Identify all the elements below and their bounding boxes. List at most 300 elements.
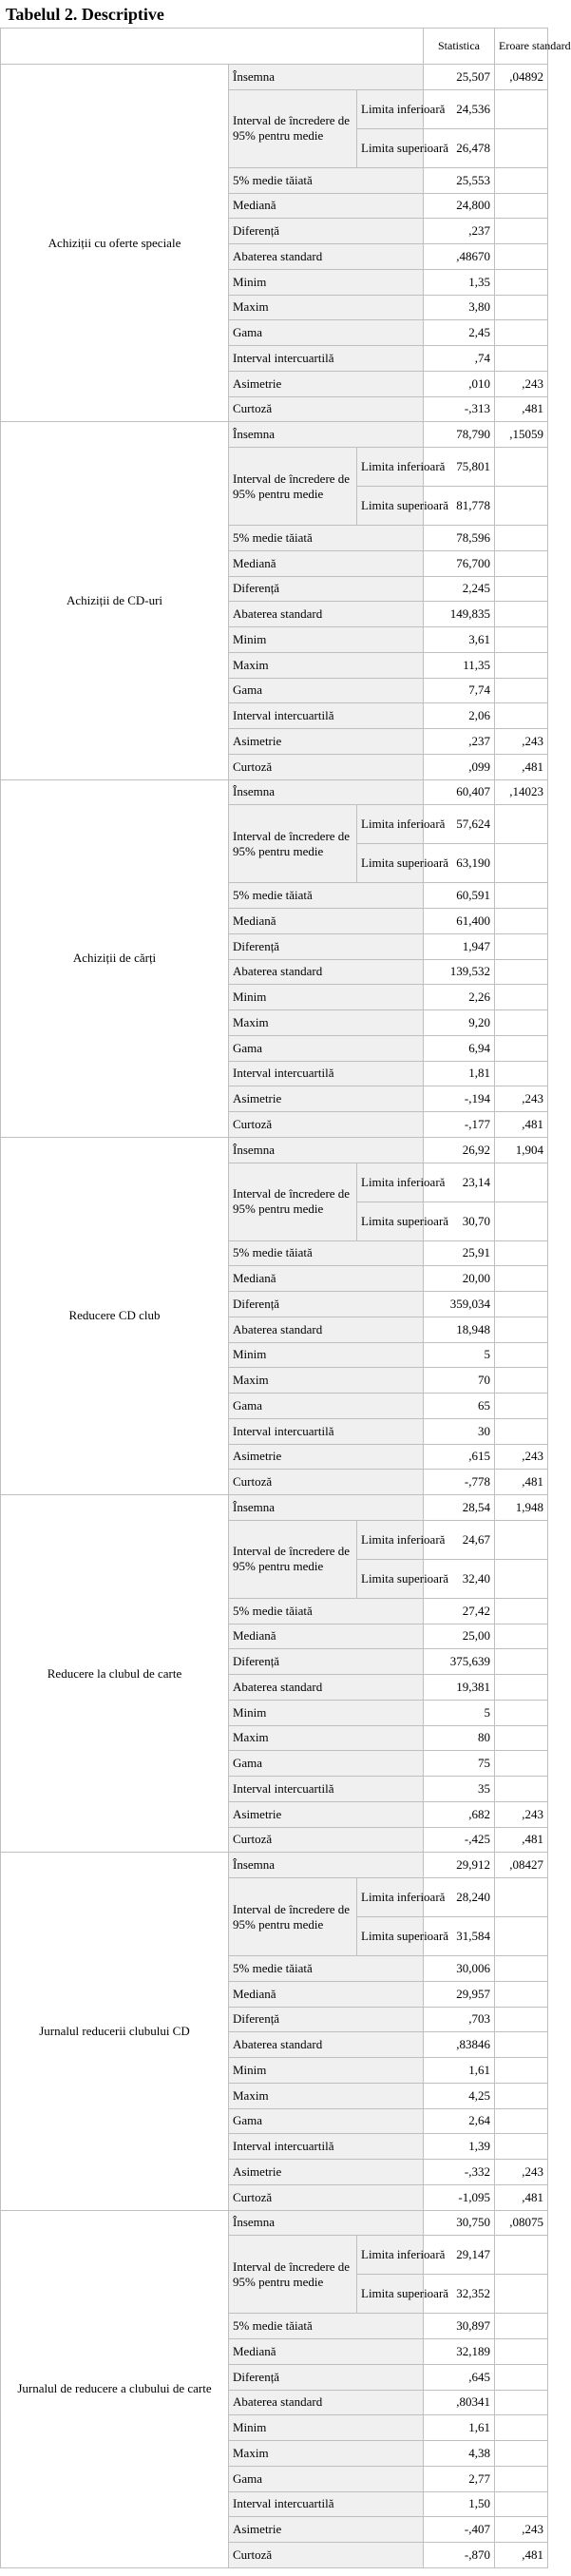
stat-value-trimmed: 60,591 bbox=[424, 883, 495, 909]
stderr-empty bbox=[495, 703, 548, 729]
stat-value-std-dev: ,80341 bbox=[424, 2390, 495, 2415]
stat-value-skewness: -,194 bbox=[424, 1086, 495, 1112]
header-blank bbox=[1, 29, 424, 65]
stderr-empty bbox=[495, 1163, 548, 1201]
stat-label-range: Gama bbox=[229, 320, 424, 346]
stat-value-skewness: -,332 bbox=[424, 2160, 495, 2185]
stderr-empty bbox=[495, 883, 548, 909]
stat-value-median: 29,957 bbox=[424, 1981, 495, 2007]
stat-value-trimmed: 30,897 bbox=[424, 2314, 495, 2339]
stat-value-std-dev: 18,948 bbox=[424, 1317, 495, 1342]
stat-value-median: 20,00 bbox=[424, 1266, 495, 1292]
stderr-empty bbox=[495, 295, 548, 320]
stderr-kurtosis: ,481 bbox=[495, 2184, 548, 2210]
variable-name: Jurnalul de reducere a clubului de carte bbox=[1, 2210, 229, 2567]
stat-label-std-dev: Abaterea standard bbox=[229, 1675, 424, 1701]
stat-value-ci-lower: 75,801 bbox=[424, 448, 495, 487]
stat-value-kurtosis: -,313 bbox=[424, 396, 495, 422]
ci-lower-label: Limita inferioară bbox=[357, 1520, 424, 1559]
stderr-skewness: ,243 bbox=[495, 2160, 548, 2185]
stat-value-trimmed: 27,42 bbox=[424, 1598, 495, 1624]
stderr-empty bbox=[495, 1368, 548, 1394]
stderr-empty bbox=[495, 805, 548, 844]
table-row bbox=[1, 2210, 548, 2236]
stderr-empty bbox=[495, 2134, 548, 2160]
stderr-mean: 1,948 bbox=[495, 1495, 548, 1521]
stat-label-ci: Interval de încredere de 95% pentru medie bbox=[229, 805, 357, 883]
stat-label-variance: Diferență bbox=[229, 2007, 424, 2032]
stat-value-variance: 359,034 bbox=[424, 1292, 495, 1317]
stderr-mean: ,08427 bbox=[495, 1853, 548, 1878]
stderr-empty bbox=[495, 1418, 548, 1444]
stat-value-iqr: 1,81 bbox=[424, 1061, 495, 1086]
variable-name: Jurnalul reducerii clubului CD bbox=[1, 1853, 229, 2210]
stat-label-std-dev: Abaterea standard bbox=[229, 959, 424, 985]
stat-value-median: 61,400 bbox=[424, 909, 495, 934]
table-row bbox=[1, 422, 548, 448]
stat-value-ci-upper: 63,190 bbox=[424, 844, 495, 883]
variable-name: Achiziții de CD-uri bbox=[1, 422, 229, 779]
stderr-kurtosis: ,481 bbox=[495, 1827, 548, 1853]
stderr-empty bbox=[495, 320, 548, 346]
stat-value-trimmed: 25,91 bbox=[424, 1240, 495, 1266]
stderr-empty bbox=[495, 244, 548, 270]
stderr-empty bbox=[495, 2032, 548, 2058]
stat-value-skewness: -,407 bbox=[424, 2517, 495, 2543]
stat-value-std-dev: 19,381 bbox=[424, 1675, 495, 1701]
stat-label-median: Mediană bbox=[229, 2339, 424, 2365]
stderr-empty bbox=[495, 1751, 548, 1777]
stderr-empty bbox=[495, 652, 548, 678]
stat-label-variance: Diferență bbox=[229, 219, 424, 244]
stat-value-min: 1,35 bbox=[424, 269, 495, 295]
stat-value-min: 5 bbox=[424, 1342, 495, 1368]
stat-label-variance: Diferență bbox=[229, 1292, 424, 1317]
stat-label-range: Gama bbox=[229, 2108, 424, 2134]
stat-label-std-dev: Abaterea standard bbox=[229, 1317, 424, 1342]
stderr-empty bbox=[495, 193, 548, 219]
stderr-mean: ,15059 bbox=[495, 422, 548, 448]
ci-lower-label: Limita inferioară bbox=[357, 448, 424, 487]
stat-label-min: Minim bbox=[229, 2058, 424, 2084]
stderr-empty bbox=[495, 487, 548, 526]
ci-upper-label: Limita superioară bbox=[357, 1559, 424, 1598]
stat-label-ci: Interval de încredere de 95% pentru medie bbox=[229, 89, 357, 167]
stderr-empty bbox=[495, 550, 548, 576]
stat-label-min: Minim bbox=[229, 627, 424, 653]
stat-label-trimmed: 5% medie tăiată bbox=[229, 2314, 424, 2339]
stat-value-iqr: ,74 bbox=[424, 346, 495, 372]
stat-value-iqr: 2,06 bbox=[424, 703, 495, 729]
stat-value-variance: 2,245 bbox=[424, 576, 495, 602]
stat-value-max: 3,80 bbox=[424, 295, 495, 320]
stat-label-max: Maxim bbox=[229, 1725, 424, 1751]
stderr-empty bbox=[495, 1981, 548, 2007]
header-row bbox=[1, 29, 548, 65]
stat-value-mean: 78,790 bbox=[424, 422, 495, 448]
stat-value-std-dev: ,48670 bbox=[424, 244, 495, 270]
variable-name: Achiziții cu oferte speciale bbox=[1, 65, 229, 422]
stat-label-trimmed: 5% medie tăiată bbox=[229, 167, 424, 193]
stderr-empty bbox=[495, 2083, 548, 2108]
stat-value-max: 80 bbox=[424, 1725, 495, 1751]
stat-value-max: 11,35 bbox=[424, 652, 495, 678]
stderr-empty bbox=[495, 1725, 548, 1751]
stderr-skewness: ,243 bbox=[495, 729, 548, 755]
stat-value-mean: 29,912 bbox=[424, 1853, 495, 1878]
descriptive-table bbox=[0, 28, 571, 2568]
stderr-empty bbox=[495, 2364, 548, 2390]
stat-label-iqr: Interval intercuartilă bbox=[229, 1418, 424, 1444]
stat-value-kurtosis: ,099 bbox=[424, 754, 495, 779]
stat-value-skewness: ,237 bbox=[424, 729, 495, 755]
stat-label-median: Mediană bbox=[229, 1266, 424, 1292]
stat-label-range: Gama bbox=[229, 1035, 424, 1061]
table-row bbox=[1, 1853, 548, 1878]
variable-name: Reducere CD club bbox=[1, 1137, 229, 1494]
table-body bbox=[1, 29, 571, 2568]
table-row bbox=[1, 1495, 548, 1521]
stderr-skewness: ,243 bbox=[495, 2517, 548, 2543]
stat-label-kurtosis: Curtoză bbox=[229, 1827, 424, 1853]
stat-value-min: 1,61 bbox=[424, 2415, 495, 2441]
stat-label-ci: Interval de încredere de 95% pentru medie bbox=[229, 1878, 357, 1956]
stat-value-mean: 25,507 bbox=[424, 65, 495, 90]
ci-upper-label: Limita superioară bbox=[357, 1917, 424, 1956]
stat-label-std-dev: Abaterea standard bbox=[229, 2032, 424, 2058]
stat-label-skewness: Asimetrie bbox=[229, 1086, 424, 1112]
stat-label-kurtosis: Curtoză bbox=[229, 754, 424, 779]
stderr-kurtosis: ,481 bbox=[495, 754, 548, 779]
stat-value-max: 4,25 bbox=[424, 2083, 495, 2108]
stderr-empty bbox=[495, 2339, 548, 2365]
stderr-empty bbox=[495, 1317, 548, 1342]
stat-label-mean: Însemna bbox=[229, 422, 424, 448]
table-title: Tabelul 2. Descriptive bbox=[6, 5, 164, 24]
stat-label-kurtosis: Curtoză bbox=[229, 1112, 424, 1138]
stat-label-iqr: Interval intercuartilă bbox=[229, 1777, 424, 1802]
stderr-empty bbox=[495, 1520, 548, 1559]
stderr-skewness: ,243 bbox=[495, 371, 548, 396]
stat-value-median: 24,800 bbox=[424, 193, 495, 219]
stat-label-trimmed: 5% medie tăiată bbox=[229, 526, 424, 551]
stderr-empty bbox=[495, 1010, 548, 1036]
stderr-empty bbox=[495, 1777, 548, 1802]
stat-value-mean: 60,407 bbox=[424, 779, 495, 805]
stat-value-ci-lower: 24,536 bbox=[424, 89, 495, 128]
stat-label-mean: Însemna bbox=[229, 1853, 424, 1878]
stderr-empty bbox=[495, 909, 548, 934]
ci-lower-label: Limita inferioară bbox=[357, 89, 424, 128]
stat-label-variance: Diferență bbox=[229, 2364, 424, 2390]
stat-value-range: 6,94 bbox=[424, 1035, 495, 1061]
stat-value-max: 4,38 bbox=[424, 2441, 495, 2467]
stat-value-median: 76,700 bbox=[424, 550, 495, 576]
variable-name: Achiziții de cărți bbox=[1, 779, 229, 1137]
stat-value-ci-upper: 81,778 bbox=[424, 487, 495, 526]
stat-value-min: 5 bbox=[424, 1700, 495, 1725]
stderr-empty bbox=[495, 627, 548, 653]
stderr-empty bbox=[495, 1394, 548, 1419]
stat-value-ci-upper: 26,478 bbox=[424, 128, 495, 167]
stat-label-skewness: Asimetrie bbox=[229, 729, 424, 755]
stat-value-mean: 30,750 bbox=[424, 2210, 495, 2236]
stderr-empty bbox=[495, 933, 548, 959]
stat-value-min: 2,26 bbox=[424, 985, 495, 1010]
stat-label-ci: Interval de încredere de 95% pentru medie bbox=[229, 2236, 357, 2314]
stat-value-skewness: ,682 bbox=[424, 1801, 495, 1827]
stderr-empty bbox=[495, 678, 548, 703]
stat-label-mean: Însemna bbox=[229, 779, 424, 805]
stat-value-max: 70 bbox=[424, 1368, 495, 1394]
stderr-empty bbox=[495, 959, 548, 985]
stat-label-min: Minim bbox=[229, 1700, 424, 1725]
stderr-mean: ,08075 bbox=[495, 2210, 548, 2236]
stat-label-skewness: Asimetrie bbox=[229, 1444, 424, 1470]
stderr-empty bbox=[495, 576, 548, 602]
stderr-empty bbox=[495, 844, 548, 883]
stat-label-variance: Diferență bbox=[229, 576, 424, 602]
stat-value-mean: 26,92 bbox=[424, 1137, 495, 1163]
stat-label-median: Mediană bbox=[229, 193, 424, 219]
stat-value-kurtosis: -,177 bbox=[424, 1112, 495, 1138]
stderr-empty bbox=[495, 1035, 548, 1061]
stat-value-skewness: ,010 bbox=[424, 371, 495, 396]
stat-label-range: Gama bbox=[229, 678, 424, 703]
stderr-empty bbox=[495, 1559, 548, 1598]
ci-lower-label: Limita inferioară bbox=[357, 805, 424, 844]
stderr-empty bbox=[495, 219, 548, 244]
stat-value-iqr: 1,39 bbox=[424, 2134, 495, 2160]
stat-value-variance: ,237 bbox=[424, 219, 495, 244]
stderr-skewness: ,243 bbox=[495, 1444, 548, 1470]
stat-label-range: Gama bbox=[229, 2466, 424, 2491]
stderr-empty bbox=[495, 346, 548, 372]
stat-value-ci-lower: 29,147 bbox=[424, 2236, 495, 2275]
stat-value-median: 32,189 bbox=[424, 2339, 495, 2365]
stat-label-variance: Diferență bbox=[229, 1649, 424, 1675]
stat-label-max: Maxim bbox=[229, 2441, 424, 2467]
stderr-empty bbox=[495, 602, 548, 627]
stderr-empty bbox=[495, 1342, 548, 1368]
stat-value-iqr: 1,50 bbox=[424, 2491, 495, 2517]
stderr-empty bbox=[495, 2466, 548, 2491]
stat-label-iqr: Interval intercuartilă bbox=[229, 703, 424, 729]
stderr-kurtosis: ,481 bbox=[495, 1470, 548, 1495]
stderr-empty bbox=[495, 448, 548, 487]
stderr-skewness: ,243 bbox=[495, 1801, 548, 1827]
header-statistic: Statistica bbox=[424, 29, 495, 65]
stat-label-max: Maxim bbox=[229, 1368, 424, 1394]
stat-value-trimmed: 78,596 bbox=[424, 526, 495, 551]
stat-value-std-dev: ,83846 bbox=[424, 2032, 495, 2058]
stderr-mean: 1,904 bbox=[495, 1137, 548, 1163]
ci-lower-label: Limita inferioară bbox=[357, 1878, 424, 1917]
ci-upper-label: Limita superioară bbox=[357, 128, 424, 167]
stat-label-trimmed: 5% medie tăiată bbox=[229, 1598, 424, 1624]
variable-name: Reducere la clubul de carte bbox=[1, 1495, 229, 1853]
stat-value-ci-lower: 24,67 bbox=[424, 1520, 495, 1559]
stat-value-std-dev: 149,835 bbox=[424, 602, 495, 627]
stat-label-min: Minim bbox=[229, 269, 424, 295]
stat-value-variance: ,645 bbox=[424, 2364, 495, 2390]
stat-value-kurtosis: -,778 bbox=[424, 1470, 495, 1495]
stat-value-ci-upper: 31,584 bbox=[424, 1917, 495, 1956]
stat-label-median: Mediană bbox=[229, 1981, 424, 2007]
stat-value-min: 3,61 bbox=[424, 627, 495, 653]
stat-label-kurtosis: Curtoză bbox=[229, 1470, 424, 1495]
stat-label-std-dev: Abaterea standard bbox=[229, 602, 424, 627]
stat-value-mean: 28,54 bbox=[424, 1495, 495, 1521]
ci-upper-label: Limita superioară bbox=[357, 487, 424, 526]
stderr-empty bbox=[495, 2441, 548, 2467]
stat-label-max: Maxim bbox=[229, 652, 424, 678]
stat-value-min: 1,61 bbox=[424, 2058, 495, 2084]
stderr-empty bbox=[495, 89, 548, 128]
stderr-mean: ,04892 bbox=[495, 65, 548, 90]
stat-label-skewness: Asimetrie bbox=[229, 1801, 424, 1827]
stat-value-range: 2,77 bbox=[424, 2466, 495, 2491]
stat-label-ci: Interval de încredere de 95% pentru medie bbox=[229, 1163, 357, 1240]
stat-value-ci-upper: 32,40 bbox=[424, 1559, 495, 1598]
stat-value-range: 75 bbox=[424, 1751, 495, 1777]
stat-value-kurtosis: -,870 bbox=[424, 2543, 495, 2568]
stderr-empty bbox=[495, 2314, 548, 2339]
stat-label-mean: Însemna bbox=[229, 1137, 424, 1163]
stderr-empty bbox=[495, 1917, 548, 1956]
stderr-kurtosis: ,481 bbox=[495, 2543, 548, 2568]
stat-value-variance: 375,639 bbox=[424, 1649, 495, 1675]
stderr-empty bbox=[495, 1649, 548, 1675]
stderr-empty bbox=[495, 526, 548, 551]
stat-label-median: Mediană bbox=[229, 909, 424, 934]
stderr-empty bbox=[495, 1598, 548, 1624]
stat-label-mean: Însemna bbox=[229, 1495, 424, 1521]
stat-label-kurtosis: Curtoză bbox=[229, 2184, 424, 2210]
stat-label-trimmed: 5% medie tăiată bbox=[229, 1240, 424, 1266]
stat-label-iqr: Interval intercuartilă bbox=[229, 2491, 424, 2517]
stat-label-iqr: Interval intercuartilă bbox=[229, 1061, 424, 1086]
stat-label-range: Gama bbox=[229, 1751, 424, 1777]
stderr-empty bbox=[495, 1201, 548, 1240]
stderr-empty bbox=[495, 2415, 548, 2441]
stat-label-skewness: Asimetrie bbox=[229, 2517, 424, 2543]
stat-value-ci-lower: 57,624 bbox=[424, 805, 495, 844]
stat-value-range: 7,74 bbox=[424, 678, 495, 703]
header-std-error: Eroare standard bbox=[495, 29, 548, 65]
stat-label-trimmed: 5% medie tăiată bbox=[229, 1956, 424, 1982]
stderr-empty bbox=[495, 167, 548, 193]
stderr-kurtosis: ,481 bbox=[495, 1112, 548, 1138]
stat-label-max: Maxim bbox=[229, 2083, 424, 2108]
stderr-empty bbox=[495, 2058, 548, 2084]
stderr-empty bbox=[495, 2275, 548, 2314]
stderr-empty bbox=[495, 128, 548, 167]
stat-label-max: Maxim bbox=[229, 295, 424, 320]
stat-value-ci-lower: 23,14 bbox=[424, 1163, 495, 1201]
stat-label-skewness: Asimetrie bbox=[229, 2160, 424, 2185]
stat-value-variance: 1,947 bbox=[424, 933, 495, 959]
stat-value-median: 25,00 bbox=[424, 1624, 495, 1649]
stat-label-variance: Diferență bbox=[229, 933, 424, 959]
stat-label-ci: Interval de încredere de 95% pentru medie bbox=[229, 1520, 357, 1598]
stat-label-range: Gama bbox=[229, 1394, 424, 1419]
stderr-empty bbox=[495, 1700, 548, 1725]
stderr-empty bbox=[495, 2390, 548, 2415]
stderr-empty bbox=[495, 2491, 548, 2517]
stat-value-range: 2,64 bbox=[424, 2108, 495, 2134]
stat-value-kurtosis: -,425 bbox=[424, 1827, 495, 1853]
stat-label-min: Minim bbox=[229, 985, 424, 1010]
stderr-empty bbox=[495, 1240, 548, 1266]
stderr-skewness: ,243 bbox=[495, 1086, 548, 1112]
stat-value-ci-lower: 28,240 bbox=[424, 1878, 495, 1917]
ci-lower-label: Limita inferioară bbox=[357, 1163, 424, 1201]
stat-label-median: Mediană bbox=[229, 1624, 424, 1649]
stat-value-trimmed: 25,553 bbox=[424, 167, 495, 193]
stat-label-trimmed: 5% medie tăiată bbox=[229, 883, 424, 909]
stat-value-ci-upper: 32,352 bbox=[424, 2275, 495, 2314]
stat-label-median: Mediană bbox=[229, 550, 424, 576]
stat-label-kurtosis: Curtoză bbox=[229, 2543, 424, 2568]
stderr-empty bbox=[495, 2236, 548, 2275]
stat-value-range: 65 bbox=[424, 1394, 495, 1419]
stderr-empty bbox=[495, 1061, 548, 1086]
stderr-kurtosis: ,481 bbox=[495, 396, 548, 422]
stderr-mean: ,14023 bbox=[495, 779, 548, 805]
stat-value-trimmed: 30,006 bbox=[424, 1956, 495, 1982]
ci-upper-label: Limita superioară bbox=[357, 2275, 424, 2314]
ci-upper-label: Limita superioară bbox=[357, 844, 424, 883]
stderr-empty bbox=[495, 2108, 548, 2134]
stat-label-mean: Însemna bbox=[229, 2210, 424, 2236]
stat-label-ci: Interval de încredere de 95% pentru medie bbox=[229, 448, 357, 526]
table-row bbox=[1, 1137, 548, 1163]
ci-lower-label: Limita inferioară bbox=[357, 2236, 424, 2275]
stat-value-std-dev: 139,532 bbox=[424, 959, 495, 985]
stat-value-iqr: 30 bbox=[424, 1418, 495, 1444]
stderr-empty bbox=[495, 1956, 548, 1982]
stderr-empty bbox=[495, 1292, 548, 1317]
stat-label-std-dev: Abaterea standard bbox=[229, 2390, 424, 2415]
stat-value-ci-upper: 30,70 bbox=[424, 1201, 495, 1240]
stat-label-skewness: Asimetrie bbox=[229, 371, 424, 396]
stderr-empty bbox=[495, 269, 548, 295]
stderr-empty bbox=[495, 1624, 548, 1649]
stat-label-kurtosis: Curtoză bbox=[229, 396, 424, 422]
stat-value-skewness: ,615 bbox=[424, 1444, 495, 1470]
stat-label-std-dev: Abaterea standard bbox=[229, 244, 424, 270]
stat-label-iqr: Interval intercuartilă bbox=[229, 346, 424, 372]
stderr-empty bbox=[495, 2007, 548, 2032]
table-row bbox=[1, 65, 548, 90]
stat-label-min: Minim bbox=[229, 2415, 424, 2441]
stat-value-kurtosis: -1,095 bbox=[424, 2184, 495, 2210]
ci-upper-label: Limita superioară bbox=[357, 1201, 424, 1240]
stat-label-max: Maxim bbox=[229, 1010, 424, 1036]
stat-value-iqr: 35 bbox=[424, 1777, 495, 1802]
stderr-empty bbox=[495, 1266, 548, 1292]
stderr-empty bbox=[495, 985, 548, 1010]
stderr-empty bbox=[495, 1878, 548, 1917]
stat-value-range: 2,45 bbox=[424, 320, 495, 346]
stat-value-variance: ,703 bbox=[424, 2007, 495, 2032]
stat-label-min: Minim bbox=[229, 1342, 424, 1368]
stat-label-mean: Însemna bbox=[229, 65, 424, 90]
stat-label-iqr: Interval intercuartilă bbox=[229, 2134, 424, 2160]
table-row bbox=[1, 779, 548, 805]
stderr-empty bbox=[495, 1675, 548, 1701]
